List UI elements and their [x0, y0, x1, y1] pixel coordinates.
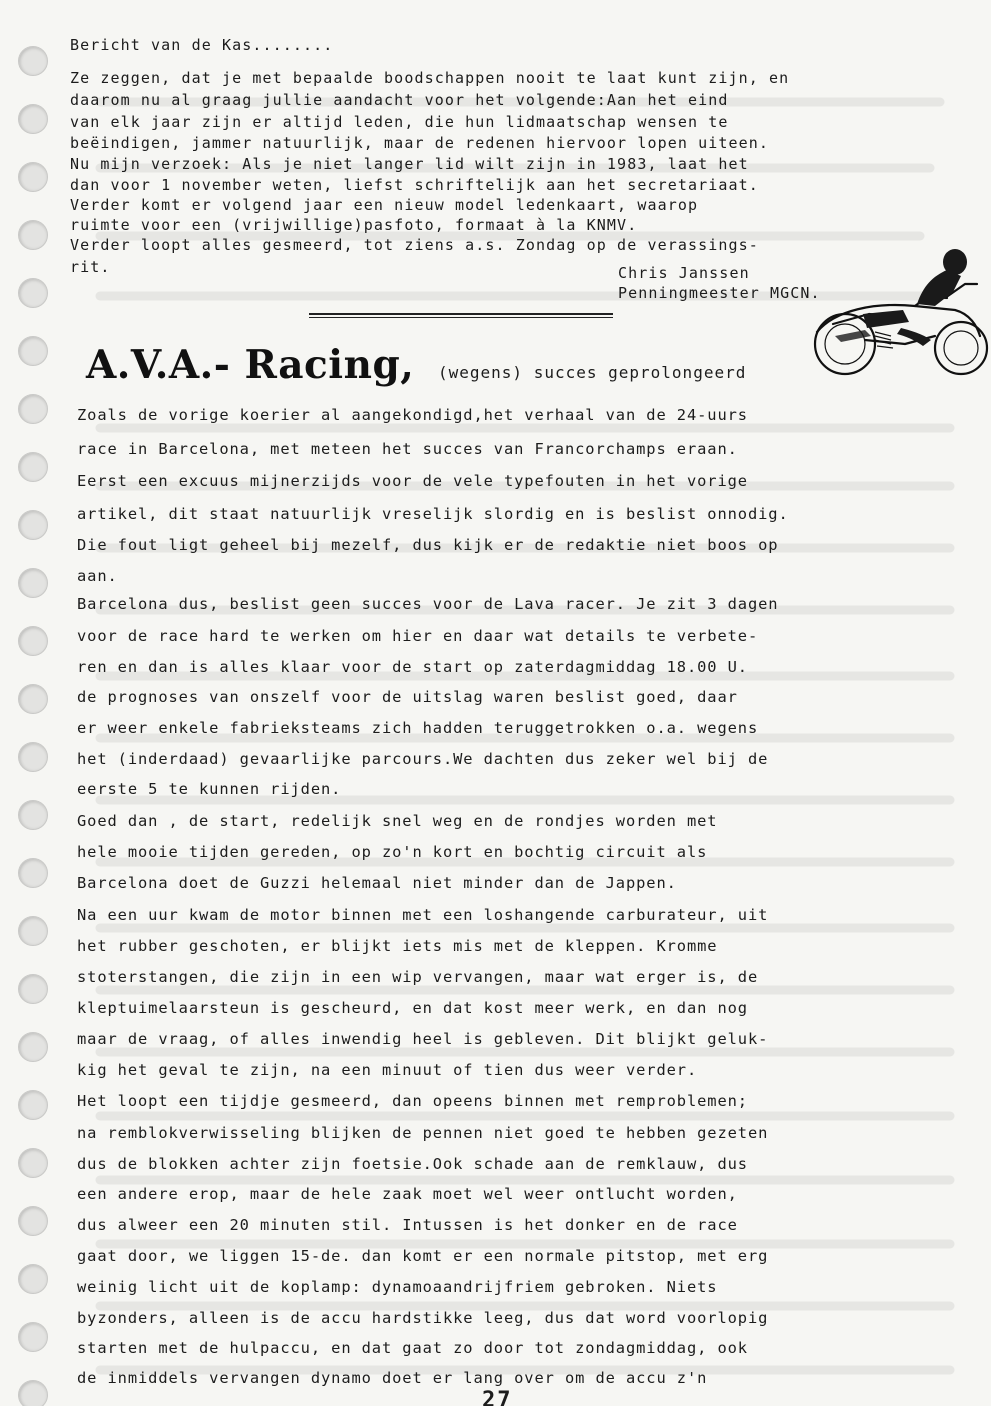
article-line: er weer enkele fabrieksteams zich hadden teruggetrokken o.a. wegens: [77, 719, 759, 737]
article-line: hele mooie tijden gereden, op zo'n kort en bochtig circuit als: [77, 843, 708, 861]
kas-line: van elk jaar zijn er altijd leden, die hun lidmaatschap wensen te: [70, 113, 729, 131]
binder-hole: [18, 1148, 48, 1178]
binder-hole: [18, 452, 48, 482]
kas-line: beëindigen, jammer natuurlijk, maar de redenen hiervoor lopen uiteen.: [70, 134, 770, 152]
binder-hole: [18, 336, 48, 366]
kas-line: Ze zeggen, dat je met bepaalde boodschappen nooit te laat kunt zijn, en: [70, 69, 790, 87]
article-line: kig het geval te zijn, na een minuut of tien dus weer verder.: [77, 1061, 698, 1079]
article-line: voor de race hard te werken om hier en daar wat details te verbete-: [77, 627, 759, 645]
article-line: het (inderdaad) gevaarlijke parcours.We dachten dus zeker wel bij de: [77, 750, 769, 768]
article-line: de inmiddels vervangen dynamo doet er lang over om de accu z'n: [77, 1369, 708, 1387]
article-line: het rubber geschoten, er blijkt iets mis met de kleppen. Kromme: [77, 937, 718, 955]
binder-hole: [18, 858, 48, 888]
binder-hole: [18, 800, 48, 830]
binder-hole: [18, 1206, 48, 1236]
article-line: de prognoses van onszelf voor de uitslag waren beslist goed, daar: [77, 688, 738, 706]
article-line: byzonders, alleen is de accu hardstikke leeg, dus dat word voorlopig: [77, 1309, 769, 1327]
article-subtitle: (wegens) succes geprolongeerd: [438, 363, 747, 382]
section-divider: [309, 313, 613, 315]
article-line: kleptuimelaarsteun is gescheurd, en dat kost meer werk, en dan nog: [77, 999, 748, 1017]
binder-hole: [18, 1264, 48, 1294]
article-line: stoterstangen, die zijn in een wip vervangen, maar wat erger is, de: [77, 968, 759, 986]
kas-title: Bericht van de Kas........: [70, 36, 334, 54]
kas-line: Verder komt er volgend jaar een nieuw model ledenkaart, waarop: [70, 196, 699, 214]
signature-role: Penningmeester MGCN.: [618, 284, 821, 302]
page-number: 27: [482, 1388, 513, 1406]
article-line: Barcelona dus, beslist geen succes voor de Lava racer. Je zit 3 dagen: [77, 595, 779, 613]
signature-name: Chris Janssen: [618, 264, 750, 282]
article-line: dus alweer een 20 minuten stil. Intussen is het donker en de race: [77, 1216, 738, 1234]
article-line: Na een uur kwam de motor binnen met een loshangende carburateur, uit: [77, 906, 769, 924]
binder-hole: [18, 394, 48, 424]
article-line: ren en dan is alles klaar voor de start op zaterdagmiddag 18.00 U.: [77, 658, 748, 676]
article-line: eerste 5 te kunnen rijden.: [77, 780, 342, 798]
article-line: na remblokverwisseling blijken de pennen niet goed te hebben gezeten: [77, 1124, 769, 1142]
binder-hole: [18, 626, 48, 656]
kas-line: ruimte voor een (vrijwillige)pasfoto, formaat à la KNMV.: [70, 216, 638, 234]
binder-hole: [18, 684, 48, 714]
article-line: Eerst een excuus mijnerzijds voor de vele typefouten in het vorige: [77, 472, 748, 490]
binder-hole: [18, 1032, 48, 1062]
binder-hole: [18, 742, 48, 772]
binder-hole: [18, 220, 48, 250]
article-line: Goed dan , de start, redelijk snel weg en de rondjes worden met: [77, 812, 718, 830]
article-line: maar de vraag, of alles inwendig heel is gebleven. Dit blijkt geluk-: [77, 1030, 769, 1048]
article-line: weinig licht uit de koplamp: dynamoaandrijfriem gebroken. Niets: [77, 1278, 718, 1296]
kas-line: Verder loopt alles gesmeerd, tot ziens a.s. Zondag op de verassings-: [70, 236, 759, 254]
binder-hole: [18, 278, 48, 308]
binder-hole: [18, 510, 48, 540]
binder-holes: [18, 30, 52, 1406]
article-line: dus de blokken achter zijn foetsie.Ook schade aan de remklauw, dus: [77, 1155, 748, 1173]
binder-hole: [18, 162, 48, 192]
article-line: Zoals de vorige koerier al aangekondigd,het verhaal van de 24-uurs: [77, 406, 748, 424]
section-divider: [309, 317, 613, 318]
article-line: Barcelona doet de Guzzi helemaal niet minder dan de Jappen.: [77, 874, 677, 892]
binder-hole: [18, 1322, 48, 1352]
article-line: gaat door, we liggen 15-de. dan komt er een normale pitstop, met erg: [77, 1247, 769, 1265]
binder-hole: [18, 1380, 48, 1406]
article-line: Die fout ligt geheel bij mezelf, dus kijk er de redaktie niet boos op: [77, 536, 779, 554]
kas-line: dan voor 1 november weten, liefst schriftelijk aan het secretariaat.: [70, 176, 759, 194]
binder-hole: [18, 1090, 48, 1120]
binder-hole: [18, 916, 48, 946]
article-line: artikel, dit staat natuurlijk vreselijk slordig en is beslist onnodig.: [77, 505, 789, 523]
kas-line: daarom nu al graag jullie aandacht voor het volgende:Aan het eind: [70, 91, 729, 109]
binder-hole: [18, 46, 48, 76]
article-line: starten met de hulpaccu, en dat gaat zo door tot zondagmiddag, ook: [77, 1339, 748, 1357]
kas-line: Nu mijn verzoek: Als je niet langer lid wilt zijn in 1983, laat het: [70, 155, 749, 173]
kas-line: rit.: [70, 258, 111, 276]
motorcycle-racer-illustration: [805, 240, 991, 390]
binder-hole: [18, 104, 48, 134]
article-line: Het loopt een tijdje gesmeerd, dan opeens binnen met remproblemen;: [77, 1092, 748, 1110]
article-line: aan.: [77, 567, 118, 585]
article-title: A.V.A.- Racing,: [86, 342, 415, 388]
binder-hole: [18, 974, 48, 1004]
binder-hole: [18, 568, 48, 598]
article-line: race in Barcelona, met meteen het succes van Francorchamps eraan.: [77, 440, 738, 458]
article-line: een andere erop, maar de hele zaak moet wel weer ontlucht worden,: [77, 1185, 738, 1203]
